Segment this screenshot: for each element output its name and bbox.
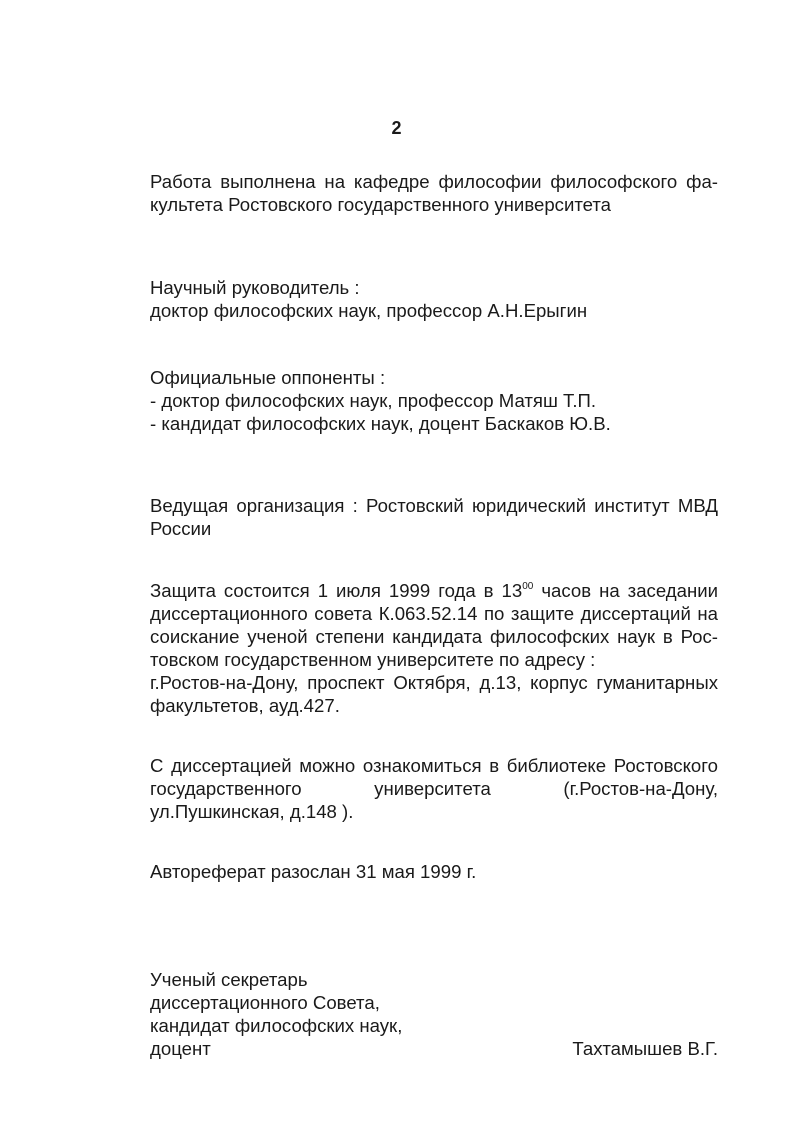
- defense-line-4: товском государственном университете по адресу :: [150, 649, 596, 670]
- library-section: [150, 754, 718, 823]
- library-line-1: С диссертацией можно ознакомиться в библиотеке Ростовского: [150, 755, 718, 776]
- distributed-section: [150, 860, 718, 883]
- supervisor-heading: Научный руководитель :: [150, 277, 360, 298]
- distributed-date: Автореферат разослан 31 мая 1999 г.: [150, 861, 477, 882]
- secretary-title: доцент: [150, 1038, 211, 1059]
- intro-paragraph: [150, 170, 718, 216]
- secretary-name: Тахтамышев В.Г.: [572, 1038, 718, 1059]
- opponent-item: - доктор философских наук, профессор Матяш Т.П.: [150, 390, 597, 411]
- supervisor-name: доктор философских наук, профессор А.Н.Ерыгин: [150, 300, 588, 321]
- intro-line-1: Работа выполнена на кафедре философии философского фа-: [150, 171, 718, 192]
- opponents-heading: Официальные оппоненты :: [150, 367, 386, 388]
- library-line-2-c: (г.Ростов-на-Дону,: [563, 778, 718, 799]
- intro-line-2: культета Ростовского государственного университета: [150, 194, 612, 215]
- library-line-2-a: государственного: [150, 778, 302, 799]
- library-line-2-b: университета: [374, 778, 491, 799]
- secretary-line-2: диссертационного Совета,: [150, 992, 380, 1013]
- secretary-section: [150, 968, 718, 1037]
- secretary-line-1: Ученый секретарь: [150, 969, 308, 990]
- defense-section: [150, 579, 718, 717]
- lead-organization-section: [150, 494, 718, 540]
- opponents-section: [150, 366, 718, 435]
- library-line-3: ул.Пушкинская, д.148 ).: [150, 801, 354, 822]
- lead-org-line-2: России: [150, 518, 212, 539]
- supervisor-section: [150, 276, 718, 322]
- defense-line-1-start: Защита состоится 1 июля 1999 года в 13: [150, 580, 523, 601]
- defense-line-6: факультетов, ауд.427.: [150, 695, 340, 716]
- defense-line-1-end: часов на заседании: [533, 580, 718, 601]
- library-line-2: [150, 777, 718, 800]
- defense-line-2: диссертационного совета К.063.52.14 по защите диссертаций на: [150, 603, 718, 624]
- page-number: 2: [391, 118, 402, 138]
- secretary-line-3: кандидат философских наук,: [150, 1015, 403, 1036]
- opponent-item: - кандидат философских наук, доцент Баскаков Ю.В.: [150, 413, 611, 434]
- defense-time-minutes: 00: [522, 580, 534, 592]
- lead-org-line-1: Ведущая организация : Ростовский юридический институт МВД: [150, 495, 718, 516]
- defense-line-3: соискание ученой степени кандидата философских наук в Рос-: [150, 626, 718, 647]
- defense-line-1: [150, 579, 718, 602]
- defense-line-5: г.Ростов-на-Дону, проспект Октября, д.13, корпус гуманитарных: [150, 672, 718, 693]
